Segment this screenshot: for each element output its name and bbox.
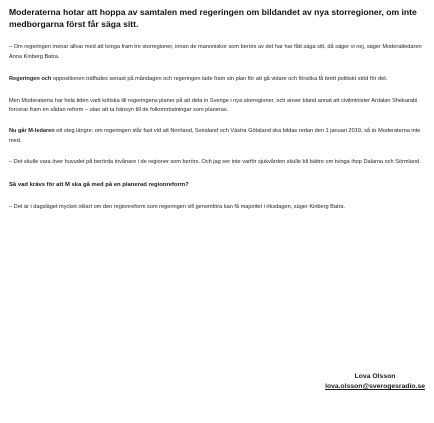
article-paragraph-quote-3: – Det är i dagsläget mycket oklart om den regionreform som regeringen vill genomföra kan få majoritet i riksdagen, säger Kinberg Batra.	[9, 204, 346, 211]
author-name: Lova Olsson	[354, 373, 396, 380]
article-paragraph-quote-2: – Det skulle vara över huvudet på berörda invånare i de regioner som berörs. Och jag ser inte varför sjukvården skulle bli bättre om tvinga ihop Dalarna och Sörmland.	[9, 159, 421, 166]
article	[9, 6, 425, 226]
article-paragraph-quote-1: – Om regeringen menar allvar med att tvinga fram tre storregioner, innan de mannniskor som berörs av det har har fått säga sitt, då säger vi nej, säger Moderatledaren Anna Kinberg Batra.	[9, 44, 422, 60]
author-email-link[interactable]: lova.olsson@sverogesradio.se	[325, 383, 425, 390]
paragraph-lead: Nu går M-ledaren	[9, 127, 55, 134]
paragraph-lead: Regeringen och	[9, 76, 52, 83]
article-paragraph-3: Men Moderaterna har hela tiden varit kritiska till regeringens planer på att dela in Sverige i nya storregioner, och anser bland annat att civilminister Ardalan Shekarabi forcerar fram en sådan reform – utan att ta hänsyn till de folkomröstningar som planeras.	[9, 97, 418, 114]
paragraph-body: ett steg längre: om regeringen står fast vid att Norrland, Svealand och Västra Götaland ska bildas redan den 1 januari 2019, så är Moderaterna inte med.	[9, 127, 421, 144]
article-paragraph-2	[9, 75, 425, 85]
article-paragraph-4	[9, 127, 425, 146]
article-headline: Moderaterna hotar att hoppa av samtalen med regeringen om bildandet av nya storregioner, om inte medborgarna först får säga sitt.	[9, 7, 417, 29]
article-subheading: Så vad krävs för att M ska gå med på en planerad regionreform?	[9, 181, 189, 188]
author-byline	[325, 372, 425, 392]
paragraph-body: oppositionen träffades senast på måndagen och regeringen lade fram sin plan för att gå vidare och försöka få brett politiskt stöd för det.	[51, 76, 388, 83]
